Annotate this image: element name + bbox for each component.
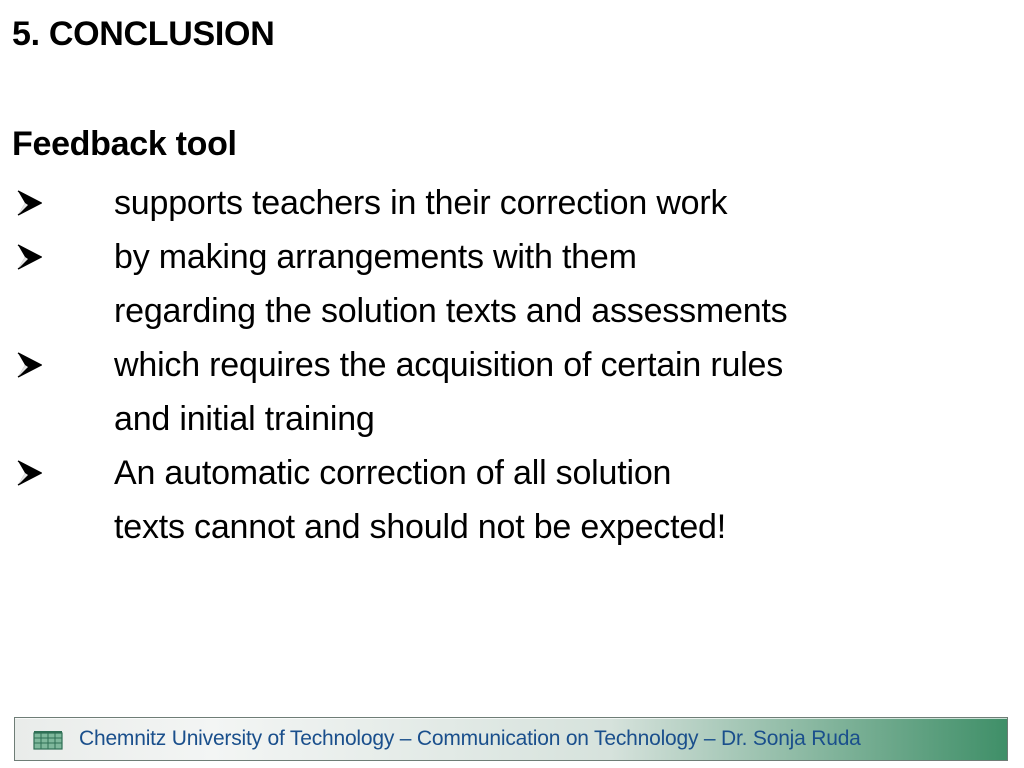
bullet-text: texts cannot and should not be expected! <box>114 508 727 546</box>
university-building-icon <box>33 730 63 750</box>
arrowhead-bullet-icon <box>12 230 114 284</box>
bullet-item <box>12 446 1012 554</box>
bullet-item <box>12 176 1012 230</box>
bullet-text: regarding the solution texts and assessments <box>114 292 788 330</box>
bullet-text: supports teachers in their correction work <box>114 184 728 222</box>
subheading: Feedback tool <box>12 125 237 163</box>
arrowhead-bullet-icon <box>12 176 114 230</box>
footer-bar <box>14 717 1008 761</box>
arrowhead-bullet-icon <box>12 338 114 392</box>
bullet-text: by making arrangements with them <box>114 238 637 276</box>
bullet-item <box>12 230 1012 338</box>
section-title: 5. CONCLUSION <box>12 15 275 53</box>
footer-text: Chemnitz University of Technology – Communication on Technology – Dr. Sonja Ruda <box>79 727 861 750</box>
arrowhead-bullet-icon <box>12 446 114 500</box>
bullet-text: which requires the acquisition of certain rules <box>114 346 784 384</box>
bullet-list <box>12 176 1012 554</box>
bullet-item <box>12 338 1012 446</box>
bullet-text: An automatic correction of all solution <box>114 454 672 492</box>
bullet-text: and initial training <box>114 400 375 438</box>
